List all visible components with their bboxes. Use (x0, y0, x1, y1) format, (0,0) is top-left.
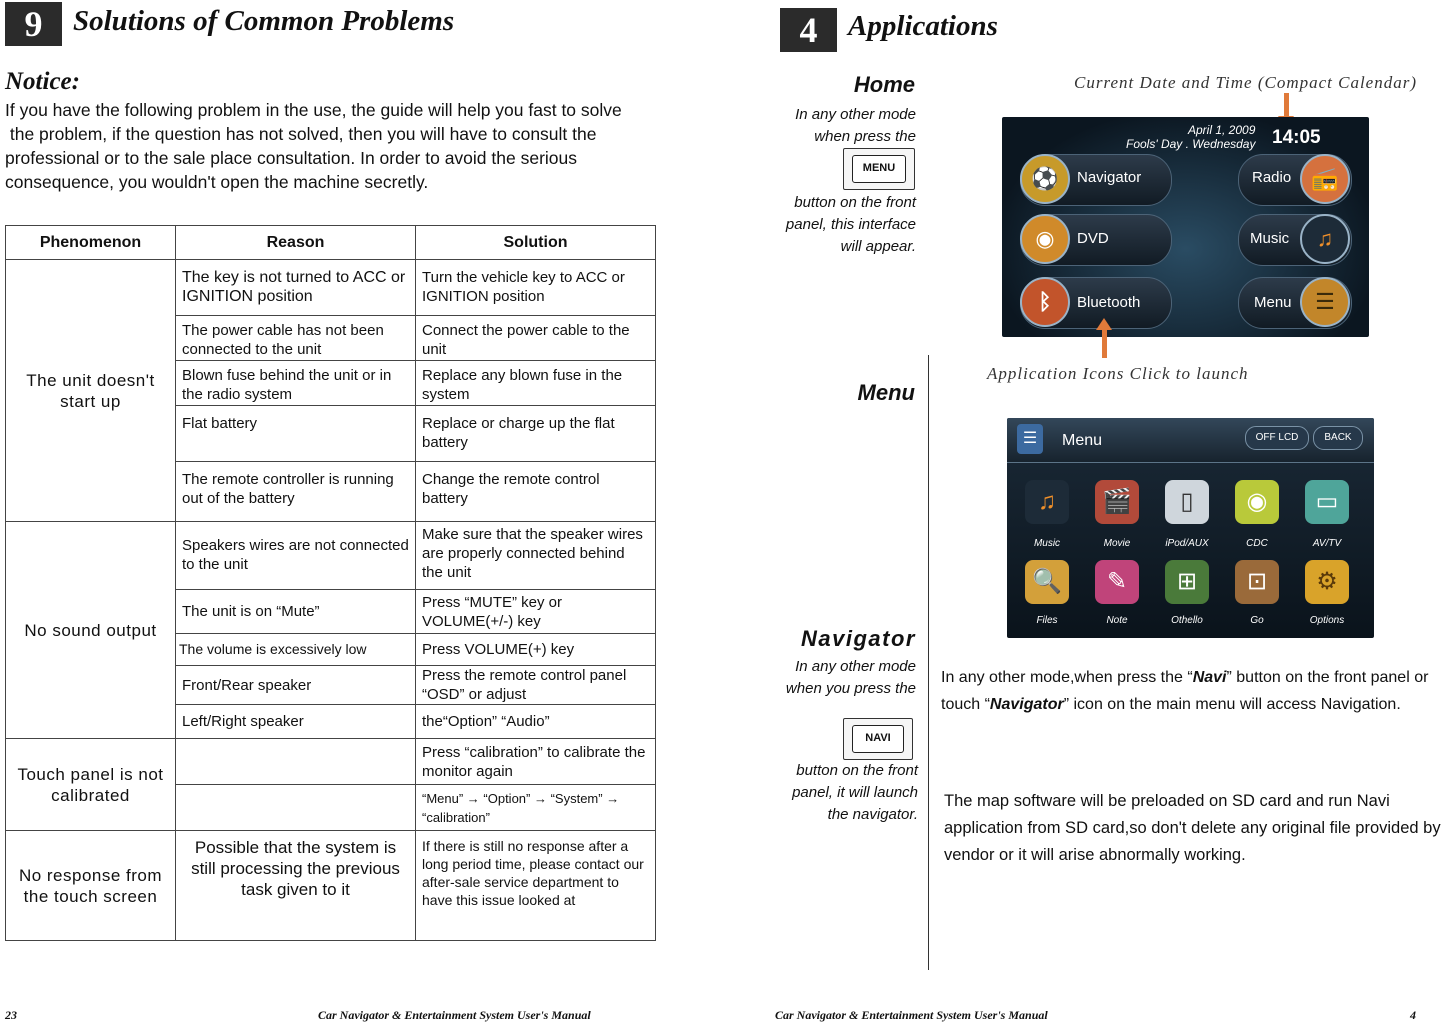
caption-app-icons: Application Icons Click to launch (987, 364, 1249, 383)
reason-cell: The remote controller is running out of the battery (176, 462, 416, 522)
menu-item-label: Go (1250, 615, 1264, 626)
navigator-desc-after: button on the front panel, it will launch the navigator. (792, 762, 918, 823)
menu-list-icon: ☰ (1300, 277, 1350, 327)
phenomenon-no-response: No response from the touch screen (6, 831, 176, 941)
footer-page-right: 4 (1410, 1008, 1416, 1022)
menu-list-icon: ☰ (1017, 424, 1043, 454)
solution-cell: Press VOLUME(+) key (416, 634, 656, 666)
navigator-section-label: Navigator (801, 626, 916, 651)
footer-page-left: 23 (5, 1008, 17, 1022)
options-icon[interactable]: ⚙ (1305, 560, 1349, 604)
day-text: Fools' Day . Wednesday (1126, 137, 1256, 151)
footer-title-left: Car Navigator & Entertainment System User's Manual (318, 1008, 591, 1022)
av-tv-icon[interactable]: ▭ (1305, 480, 1349, 524)
reason-cell: The unit is on “Mute” (176, 590, 416, 634)
navigator-desc-before: In any other mode when you press the (785, 658, 916, 697)
date-text: April 1, 2009 (1188, 123, 1256, 137)
solution-cell: Press “MUTE” key or VOLUME(+/-) key (416, 590, 656, 634)
cdc-icon[interactable]: ◉ (1235, 480, 1279, 524)
menu-item-label: Files (1036, 615, 1058, 626)
solution-cell: “Menu” → “Option” → “System” → “calibration” (416, 785, 656, 831)
note-icon[interactable]: ✎ (1095, 560, 1139, 604)
back-button[interactable]: BACK (1313, 426, 1363, 450)
header-reason: Reason (176, 226, 416, 260)
navigator-icon: ⚽ (1020, 154, 1070, 204)
menu-item-label: AV/TV (1312, 538, 1342, 549)
navigator-text: In any other mode,when press the “Navi” button on the front panel or touch “Navigator” icon on the main menu will access Navigation. (941, 669, 1429, 713)
radio-icon: 📻 (1300, 154, 1350, 204)
menu-item-label: Movie (1103, 538, 1131, 549)
go-icon[interactable]: ⊡ (1235, 560, 1279, 604)
section-title: Applications (848, 10, 998, 42)
radio-label: Radio (1252, 169, 1292, 186)
solution-cell: Make sure that the speaker wires are properly connected behind the unit (416, 522, 656, 590)
bluetooth-icon: ᛒ (1020, 277, 1070, 327)
music-icon: ♫ (1300, 214, 1350, 264)
header-phenomenon: Phenomenon (6, 226, 176, 260)
time-text: 14:05 (1272, 127, 1321, 148)
reason-cell: Possible that the system is still processing the previous task given to it (176, 831, 416, 941)
music-label: Music (1250, 230, 1290, 247)
menu-item-label: CDC (1246, 538, 1268, 549)
solution-cell: Change the remote control battery (416, 462, 656, 522)
reason-cell: Speakers wires are not connected to the unit (176, 522, 416, 590)
section-title: Solutions of Common Problems (73, 5, 455, 37)
solution-cell: Press “calibration” to calibrate the monitor again (416, 739, 656, 785)
solution-cell: Connect the power cable to the unit (416, 316, 656, 361)
menu-item-label: Othello (1171, 615, 1203, 626)
dvd-icon: ◉ (1020, 214, 1070, 264)
dvd-label: DVD (1077, 230, 1109, 247)
reason-cell (176, 739, 416, 785)
music-icon[interactable]: ♫ (1025, 480, 1069, 524)
solution-cell: the“Option” “Audio” (416, 705, 656, 739)
map-software-note: The map software will be preloaded on SD card and run Navi application from SD card,so don't delete any original file provided by vendor or it will arise abnormally working. (944, 792, 1441, 864)
solution-cell: Replace any blown fuse in the system (416, 361, 656, 406)
reason-cell: Left/Right speaker (176, 705, 416, 739)
home-screenshot (1002, 117, 1369, 337)
othello-icon[interactable]: ⊞ (1165, 560, 1209, 604)
menu-section-label: Menu (857, 380, 915, 405)
menu-item-label: Note (1106, 615, 1128, 626)
caption-date-time: Current Date and Time (Compact Calendar) (1074, 73, 1417, 92)
reason-cell: Front/Rear speaker (176, 666, 416, 705)
files-icon[interactable]: 🔍 (1025, 560, 1069, 604)
solution-cell: Replace or charge up the flat battery (416, 406, 656, 462)
phenomenon-no-sound: No sound output (6, 522, 176, 739)
reason-cell: Flat battery (176, 406, 416, 462)
off-lcd-button[interactable]: OFF LCD (1245, 426, 1309, 450)
menu-screen-title: Menu (1062, 432, 1103, 449)
reason-cell (176, 785, 416, 831)
column-divider (928, 355, 929, 970)
arrow-up (1102, 328, 1107, 358)
menu-button-image (843, 148, 915, 190)
menu-item-label: Music (1033, 538, 1061, 549)
menu-item-label: iPod/AUX (1165, 538, 1209, 549)
solution-cell: If there is still no response after a long period time, please contact our after-sale service department to have this issue looked at (416, 831, 656, 941)
bluetooth-label: Bluetooth (1077, 294, 1141, 311)
navi-button-image (843, 718, 913, 760)
home-desc-after: button on the front panel, this interface will appear. (785, 194, 916, 255)
section-number: 4 (780, 8, 837, 52)
footer-title-right: Car Navigator & Entertainment System User's Manual (775, 1008, 1048, 1022)
menu-item-label: Options (1309, 615, 1345, 626)
solution-cell: Press the remote control panel “OSD” or adjust (416, 666, 656, 705)
problems-table (5, 225, 656, 941)
movie-icon[interactable]: 🎬 (1095, 480, 1139, 524)
section-number: 9 (5, 2, 62, 46)
ipod-icon[interactable]: ▯ (1165, 480, 1209, 524)
home-label: Home (853, 72, 915, 97)
reason-cell: The power cable has not been connected to the unit (176, 316, 416, 361)
reason-cell: The key is not turned to ACC or IGNITION position (176, 260, 416, 316)
notice-text: If you have the following problem in the use, the guide will help you fast to solve the problem, if the question has not solved, then you will have to consult the professional or to the sale place consultation. In order to avoid the serious consequence, you wouldn't open the machine secretly. (5, 100, 622, 192)
solution-cell: Turn the vehicle key to ACC or IGNITION position (416, 260, 656, 316)
menu-screenshot (1007, 418, 1374, 638)
navi-button-label: NAVI (852, 725, 904, 753)
menu-button-label: MENU (852, 155, 906, 183)
reason-cell: The volume is excessively low (176, 634, 416, 666)
navigator-label: Navigator (1077, 169, 1142, 186)
reason-cell: Blown fuse behind the unit or in the radio system (176, 361, 416, 406)
home-desc-before: In any other mode when press the (795, 106, 916, 145)
header-solution: Solution (416, 226, 656, 260)
notice-heading: Notice: (5, 68, 80, 95)
phenomenon-not-calibrated: Touch panel is not calibrated (6, 739, 176, 831)
menu-label: Menu (1254, 294, 1292, 311)
phenomenon-no-start: The unit doesn't start up (6, 260, 176, 522)
